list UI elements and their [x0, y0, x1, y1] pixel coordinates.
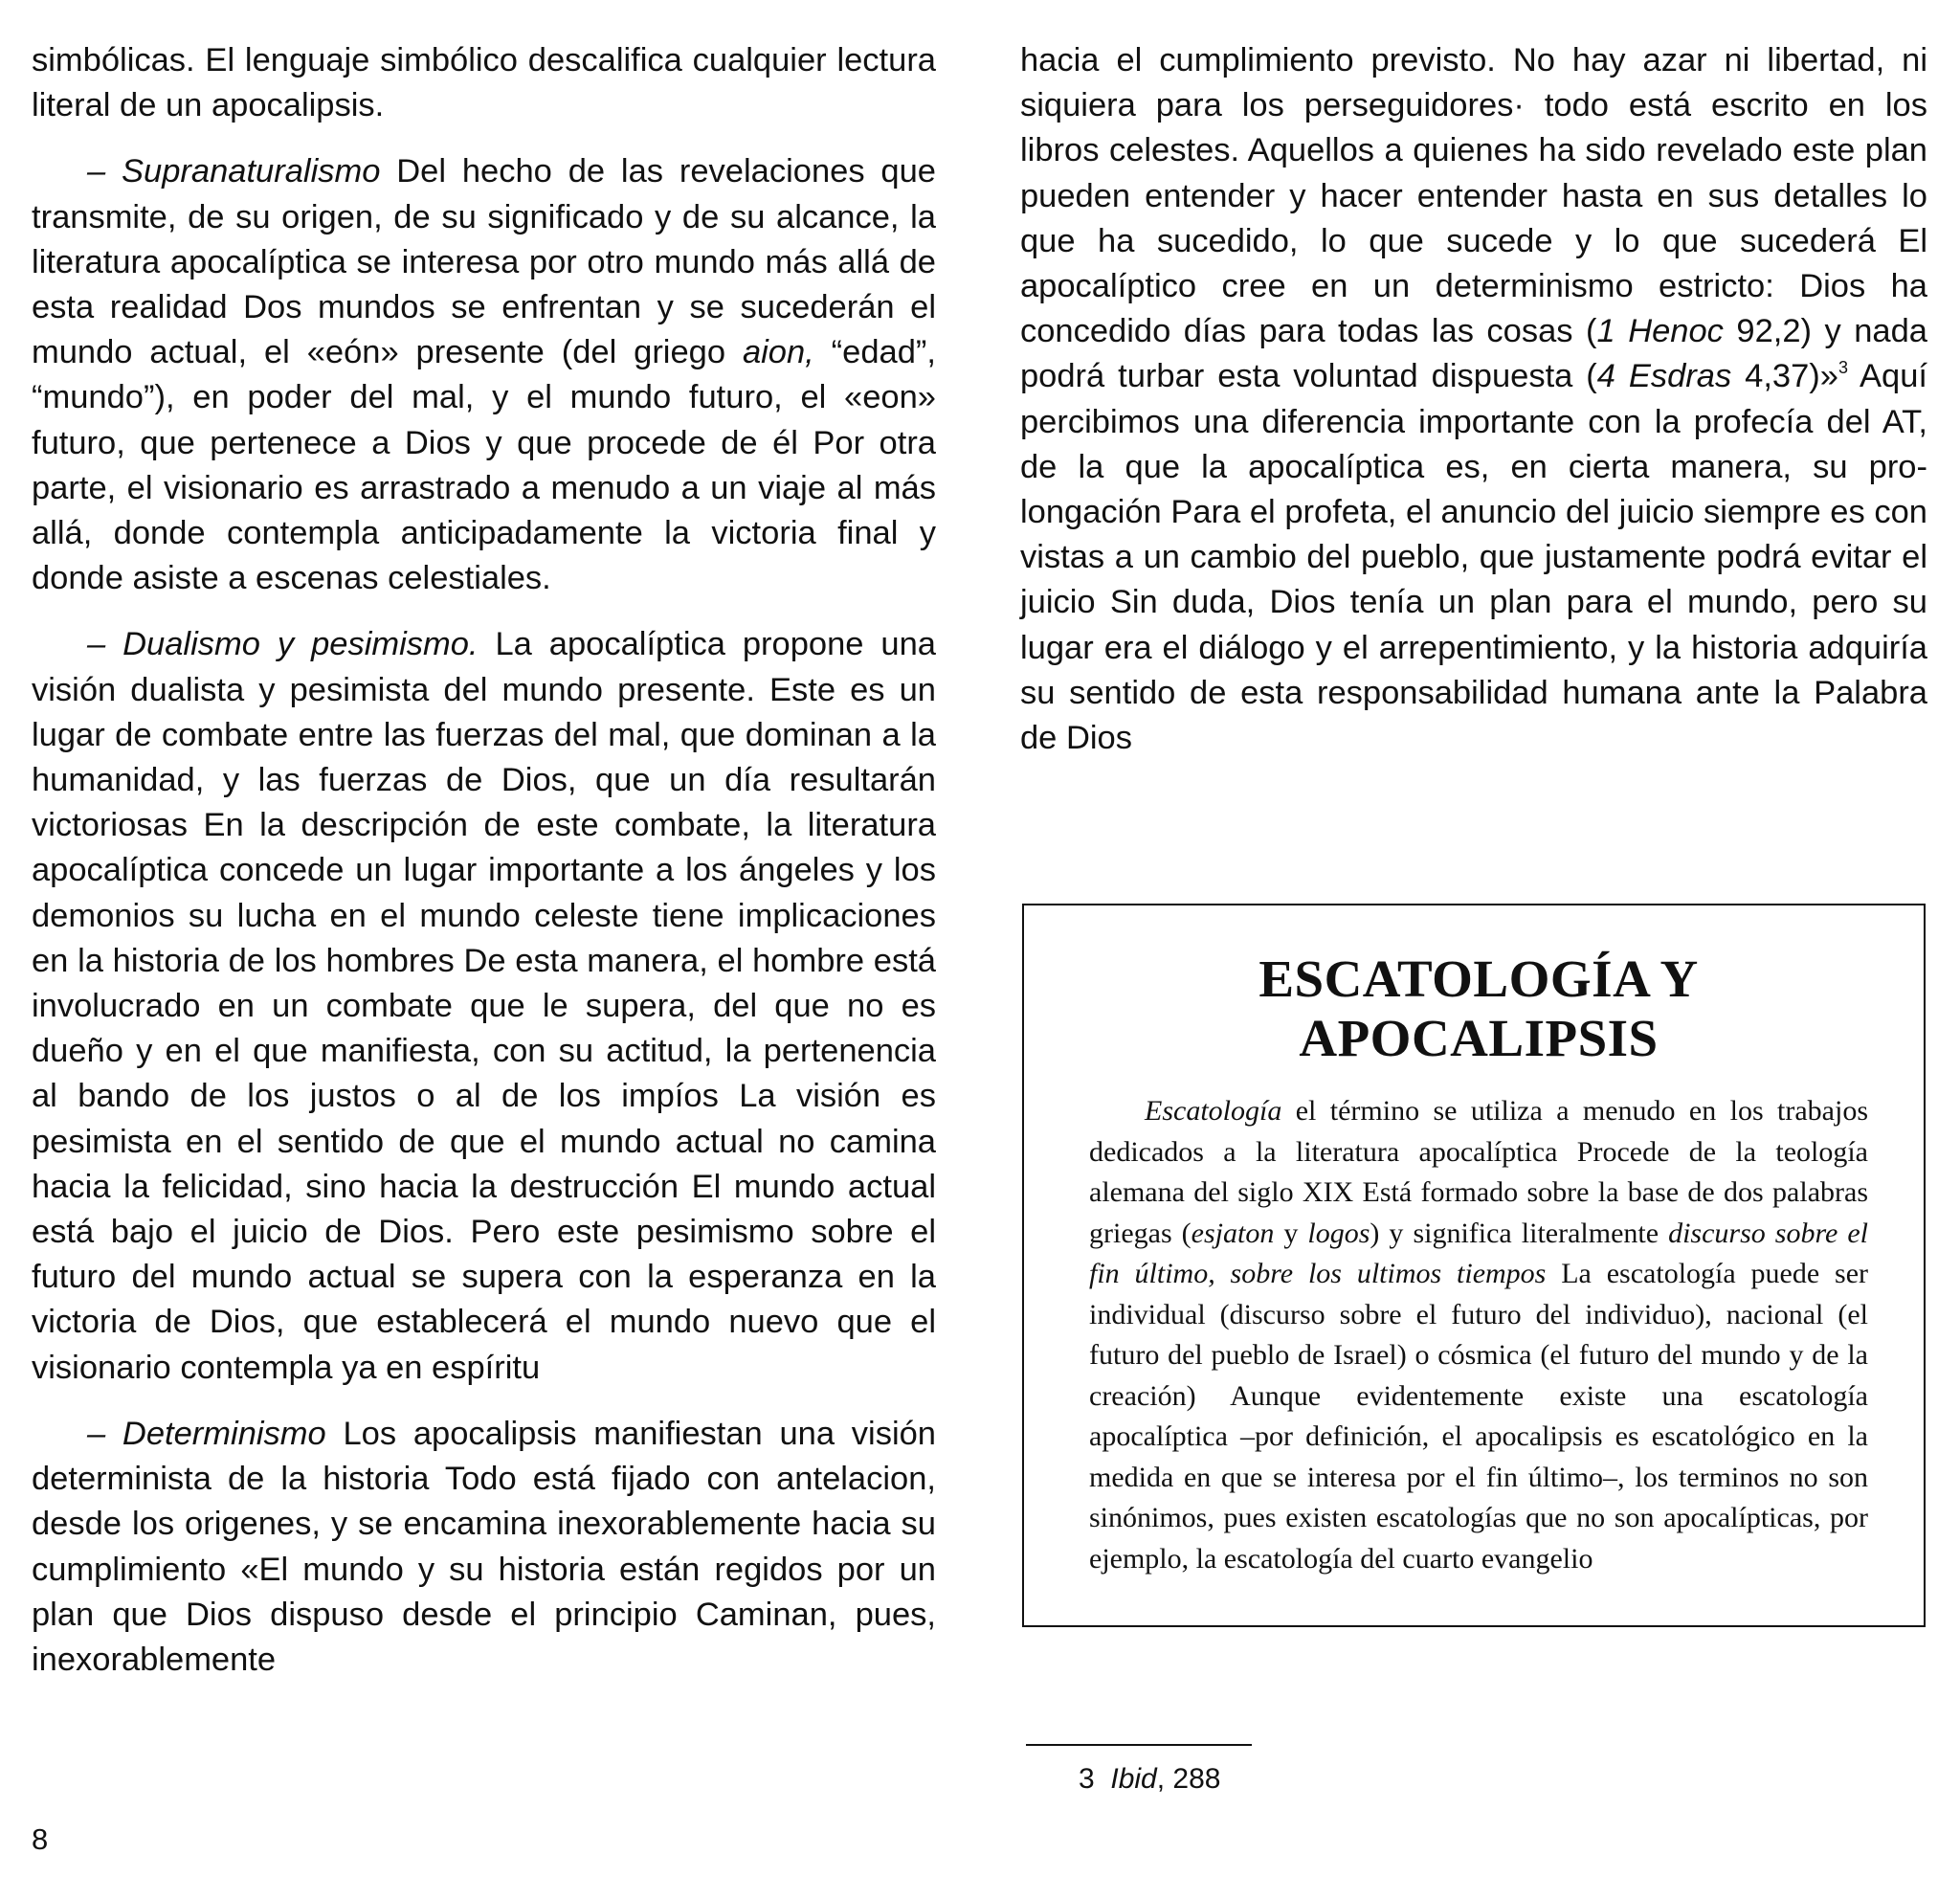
term-aion: aion,	[742, 334, 814, 371]
term-logos: logos	[1307, 1217, 1370, 1249]
sidebar-paragraph: Escatología el término se utiliza a menudo en los trabajos dedicados a la literatura apocalíptica Procede de la teología alemana del siglo XIX Está formado sobre la base de dos palabras griegas (esjaton y logos) y significa literalmente discurso sobre el fin último, sobre los ultimos tiempos La escatología puede ser individual (discurso sobre el futuro del individuo), nacional (el futuro del pueblo de Israel) o cósmica (el futuro del mundo y de la creación) Aunque evidentemente existe una escatología apocalíptica –por definición, el apocalipsis es escatológico en la medida en que se interesa por el fin último–, los terminos no son sinónimos, pues existen escatologías que no son apocalípticas, por ejemplo, la escatología del cuarto evangelio	[1089, 1095, 1869, 1575]
sidebar-meaning: discurso sobre el fin último, sobre los ultimos tiempos	[1089, 1217, 1869, 1289]
paragraph-determinismo: – Determinismo Los apocalipsis manifiestan una visión determinista de la historia Todo está fijado con antelacion, desde los origenes, y se encamina inexorablemente hacia su cumplimiento «El mundo y su historia están regidos por un plan que Dios dispuso desde el principio Caminan, pues, inexorablemente	[32, 1415, 936, 1678]
sidebar-term: Escatología	[1145, 1095, 1282, 1127]
sidebar-box-escatologia	[1022, 904, 1926, 1627]
left-column	[32, 38, 936, 1683]
footnote-marker[interactable]: 3	[1838, 358, 1848, 378]
term-dualismo: – Dualismo y pesimismo.	[87, 626, 479, 663]
reference-henoc: 1 Henoc	[1596, 313, 1724, 350]
term-esjaton: esjaton	[1191, 1217, 1275, 1249]
term-supranaturalismo: – Supranaturalismo	[87, 153, 381, 190]
paragraph-intro: simbólicas. El lenguaje simbólico descalifica cualquier lectura literal de un apocalipsis.	[32, 42, 936, 124]
sidebar-title: ESCATOLOGÍA Y APOCALIPSIS	[1258, 950, 1699, 1067]
footnote-divider	[1026, 1744, 1252, 1746]
reference-esdras: 4 Esdras	[1596, 358, 1732, 395]
paragraph-supranaturalismo: – Supranaturalismo Del hecho de las revelaciones que transmite, de su origen, de su significado y de su alcance, la literatura apocalíptica se interesa por otro mundo más allá de esta realidad Dos mundos se enfrentan y se sucederán el mundo actual, el «eón» presente (del griego aion, “edad”, “mundo”), en poder del mal, y el mundo futuro, el «eon» futuro, que pertenece a Dios y que procede de él Por otra parte, el visionario es arrastrado a menudo a un viaje al más allá, donde contempla anticipadamente la victoria final y donde asiste a escenas celestiales.	[32, 153, 936, 597]
page-number: 8	[32, 1822, 49, 1856]
term-determinismo: – Determinismo	[87, 1415, 326, 1452]
footnote-number: 3	[1079, 1763, 1095, 1795]
paragraph-dualismo: – Dualismo y pesimismo. La apocalíptica propone una visión dualista y pesimista del mundo presente. Este es un lugar de combate entre las fuerzas del mal, que dominan a la humanidad, y las fuerzas de Dios, que un día resultarán victoriosas En la descripción de este combate, la literatura apocalíptica concede un lugar importante a los ángeles y los demonios su lucha en el mundo celeste tiene implicaciones en la historia de los hombres De esta manera, el hombre está involucrado en un combate que le supera, del que no es dueño y en el que manifiesta, con su actitud, la pertenencia al bando de los justos o al de los impíos La visión es pesimista en el sentido de que el mundo actual no camina hacia la felicidad, sino hacia la destrucción El mundo actual está bajo el juicio de Dios. Pero este pesimismo sobre el futuro del mundo actual se supera con la esperanza en la victoria de Dios, que establecerá el mundo nuevo que el visionario contempla ya en espíritu	[32, 626, 936, 1386]
footnote: 3 Ibid, 288	[1079, 1763, 1221, 1795]
paragraph-continuation: hacia el cumplimiento previsto. No hay azar ni libertad, ni siquiera para los perseguidores· todo está escrito en los libros celestes. Aquellos a quienes ha sido revelado este plan pueden entender y hacer entender hasta en sus detalles lo que ha sucedido, lo que sucede y lo que sucederá El apocalíptico cree en un determinismo estricto: Dios ha concedido días para todas las cosas (1 Henoc 92,2) y nada podrá turbar esta voluntad dispuesta (4 Esdras 4,37)»$^3$ Aquí percibimos una diferencia importante con la profecía del AT, de la que la apocalíptica es, en cierta manera, su prolongación Para el profeta, el anuncio del juicio siempre es con vistas a un cambio del pueblo, que justamente podrá evitar el juicio Sin duda, Dios tenía un plan para el mundo, pero su lugar era el diálogo y el arrepentimiento, y la historia adquiría su sentido de esta responsabilidad humana ante la Palabra de Dios	[1020, 42, 1927, 757]
right-column	[1020, 38, 1927, 761]
footnote-ibid: Ibid	[1110, 1763, 1157, 1795]
